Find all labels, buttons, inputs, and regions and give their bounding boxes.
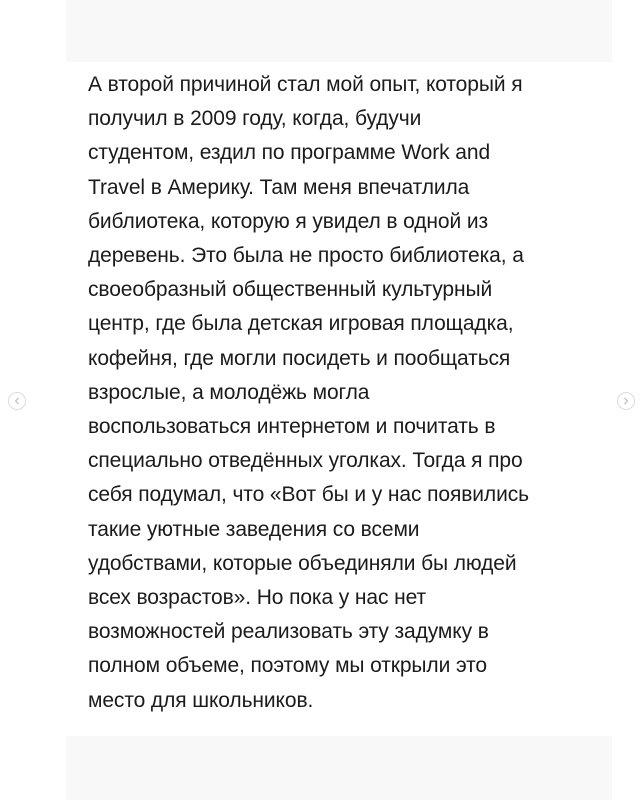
post-text-line: кофейня, где могли посидеть и пообщаться [88,346,511,370]
post-text-line: взрослые, а молодёжь могла [88,380,370,404]
post-text-line: своеобразный общественный культурный [88,278,493,302]
post-text-line: удобствами, которые объединяли бы людей [88,551,517,575]
post-text-line: библиотека, которую я увидел в одной из [88,209,489,233]
post-text-line: полном объеме, поэтому мы открыли это [88,654,487,678]
post-text-line: студентом, ездил по программе Work and [88,141,491,165]
post-text-line: место для школьников. [88,688,314,712]
chevron-right-icon [622,397,630,405]
post-text-line: такие уютные заведения со всеми [88,517,420,541]
previous-slide-edge [66,0,612,62]
post-text [88,68,608,718]
post-text-line: центр, где была детская игровая площадка, [88,312,514,336]
next-slide-edge [66,736,612,800]
post-text-line: возможностей реализовать эту задумку в [88,620,489,644]
post-text-line: Travel в Америку. Там меня впечатлила [88,175,470,199]
post-text-line: А второй причиной стал мой опыт, который я [88,73,523,96]
post-text-line: специально отведённых уголках. Тогда я про [88,449,523,473]
post-text-line: деревень. Это была не просто библиотека, а [88,244,524,268]
next-slide-button[interactable] [617,392,635,410]
chevron-left-icon [13,397,21,405]
post-text-line: себя подумал, что «Вот бы и у нас появились [88,483,529,507]
post-text-line: получил в 2009 году, когда, будучи [88,107,422,131]
previous-slide-button[interactable] [8,392,26,410]
post-text-line: воспользоваться интернетом и почитать в [88,415,496,439]
post-text-line: всех возрастов». Но пока у нас нет [88,586,427,610]
